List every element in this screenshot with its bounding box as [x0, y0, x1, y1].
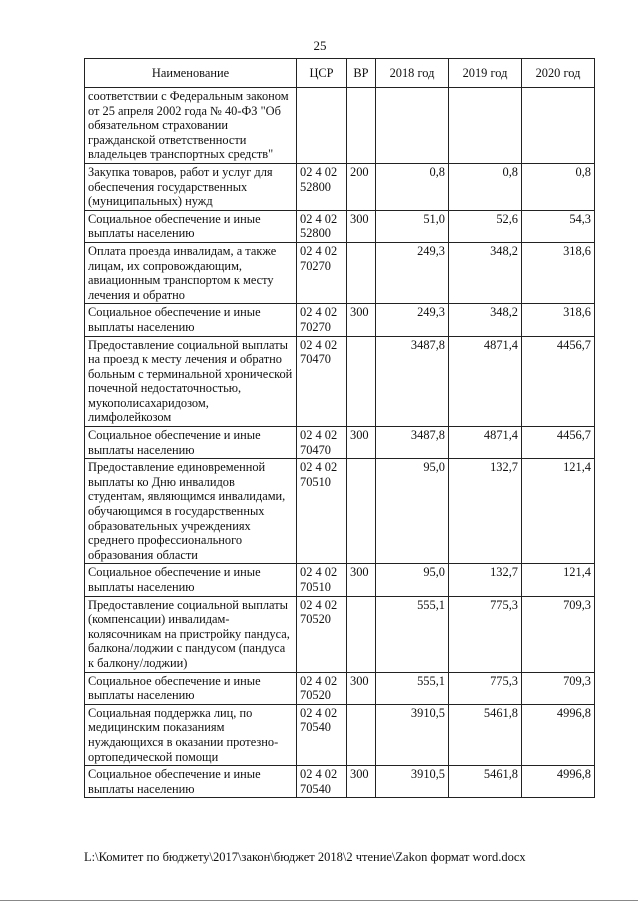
- row-csr: 02 4 02 70540: [297, 766, 347, 798]
- row-2018: 3910,5: [376, 766, 449, 798]
- header-2020: 2020 год: [522, 59, 595, 88]
- header-csr: ЦСР: [297, 59, 347, 88]
- table-row: [85, 210, 595, 242]
- row-name: Оплата проезда инвалидам, а также лицам, их сопровождающим, авиационным транспортом к месту лечения и обратно: [85, 242, 297, 303]
- row-2020: 4456,7: [522, 427, 595, 459]
- table-row: [85, 88, 595, 164]
- row-csr: 02 4 02 70470: [297, 427, 347, 459]
- row-csr: 02 4 02 70270: [297, 304, 347, 336]
- row-name: Социальное обеспечение и иные выплаты населению: [85, 427, 297, 459]
- row-2020: 54,3: [522, 210, 595, 242]
- row-2019: 5461,8: [449, 766, 522, 798]
- row-2019: 5461,8: [449, 704, 522, 765]
- row-csr: [297, 88, 347, 164]
- row-name: Закупка товаров, работ и услуг для обеспечения государственных (муниципальных) нужд: [85, 163, 297, 210]
- row-vr: [347, 336, 376, 427]
- row-2018: 3487,8: [376, 336, 449, 427]
- row-2019: 0,8: [449, 163, 522, 210]
- table-row: [85, 427, 595, 459]
- row-csr: 02 4 02 70520: [297, 596, 347, 672]
- row-2018: 555,1: [376, 596, 449, 672]
- row-2020: 318,6: [522, 304, 595, 336]
- row-2018: 555,1: [376, 672, 449, 704]
- row-2020: 4996,8: [522, 766, 595, 798]
- header-name: Наименование: [85, 59, 297, 88]
- row-2020: 121,4: [522, 564, 595, 596]
- table-row: [85, 459, 595, 564]
- row-2018: 51,0: [376, 210, 449, 242]
- row-2018: [376, 88, 449, 164]
- table-row: [85, 304, 595, 336]
- row-name: Предоставление социальной выплаты на проезд к месту лечения и обратно больным с терминальной хронической почечной недостаточностью, мукополисахаридозом, лимфолейкозом: [85, 336, 297, 427]
- row-2018: 3910,5: [376, 704, 449, 765]
- header-2018: 2018 год: [376, 59, 449, 88]
- table-row: [85, 336, 595, 427]
- row-vr: [347, 242, 376, 303]
- table-row: [85, 596, 595, 672]
- table-row: [85, 672, 595, 704]
- row-2019: 132,7: [449, 459, 522, 564]
- row-2020: 0,8: [522, 163, 595, 210]
- row-name: соответствии с Федеральным законом от 25 апреля 2002 года № 40-ФЗ "Об обязательном страховании гражданской ответственности владельцев транспортных средств": [85, 88, 297, 164]
- row-vr: [347, 596, 376, 672]
- row-2019: [449, 88, 522, 164]
- file-path-footer: L:\Комитет по бюджету\2017\закон\бюджет 2018\2 чтение\Zakon формат word.docx: [84, 850, 604, 865]
- row-2019: 52,6: [449, 210, 522, 242]
- row-csr: 02 4 02 70510: [297, 564, 347, 596]
- row-csr: 02 4 02 70270: [297, 242, 347, 303]
- row-2019: 4871,4: [449, 336, 522, 427]
- row-vr: 300: [347, 210, 376, 242]
- row-name: Социальное обеспечение и иные выплаты населению: [85, 304, 297, 336]
- row-name: Социальное обеспечение и иные выплаты населению: [85, 564, 297, 596]
- row-2019: 132,7: [449, 564, 522, 596]
- row-vr: 200: [347, 163, 376, 210]
- row-2020: 121,4: [522, 459, 595, 564]
- table-row: [85, 564, 595, 596]
- row-2018: 249,3: [376, 242, 449, 303]
- row-vr: [347, 704, 376, 765]
- row-2020: 318,6: [522, 242, 595, 303]
- row-vr: 300: [347, 766, 376, 798]
- page-number: 25: [313, 38, 327, 53]
- row-2020: 4456,7: [522, 336, 595, 427]
- header-2019: 2019 год: [449, 59, 522, 88]
- row-2018: 0,8: [376, 163, 449, 210]
- budget-table: [84, 58, 595, 798]
- row-name: Предоставление социальной выплаты (компенсации) инвалидам-колясочникам на пристройку пандуса, балкона/лоджии с пандусом (пандуса к балкону/лоджии): [85, 596, 297, 672]
- row-csr: 02 4 02 70470: [297, 336, 347, 427]
- row-vr: [347, 459, 376, 564]
- row-name: Предоставление единовременной выплаты ко Дню инвалидов студентам, являющимся инвалидами, обучающимся в государственных образовательных учреждениях среднего профессионального образования области: [85, 459, 297, 564]
- row-2019: 4871,4: [449, 427, 522, 459]
- row-csr: 02 4 02 52800: [297, 210, 347, 242]
- row-2019: 348,2: [449, 304, 522, 336]
- row-2020: 4996,8: [522, 704, 595, 765]
- row-csr: 02 4 02 70540: [297, 704, 347, 765]
- row-2018: 249,3: [376, 304, 449, 336]
- table-header-row: [85, 59, 595, 88]
- row-2019: 348,2: [449, 242, 522, 303]
- row-csr: 02 4 02 52800: [297, 163, 347, 210]
- row-csr: 02 4 02 70510: [297, 459, 347, 564]
- row-2018: 3487,8: [376, 427, 449, 459]
- row-2019: 775,3: [449, 672, 522, 704]
- row-vr: 300: [347, 304, 376, 336]
- row-name: Социальное обеспечение и иные выплаты населению: [85, 766, 297, 798]
- row-name: Социальное обеспечение и иные выплаты населению: [85, 672, 297, 704]
- row-vr: [347, 88, 376, 164]
- row-2020: 709,3: [522, 672, 595, 704]
- row-2018: 95,0: [376, 564, 449, 596]
- table-row: [85, 163, 595, 210]
- row-vr: 300: [347, 564, 376, 596]
- row-2020: [522, 88, 595, 164]
- row-name: Социальное обеспечение и иные выплаты населению: [85, 210, 297, 242]
- row-vr: 300: [347, 427, 376, 459]
- row-vr: 300: [347, 672, 376, 704]
- row-csr: 02 4 02 70520: [297, 672, 347, 704]
- row-2018: 95,0: [376, 459, 449, 564]
- table-row: [85, 242, 595, 303]
- row-2019: 775,3: [449, 596, 522, 672]
- row-name: Социальная поддержка лиц, по медицинским показаниям нуждающихся в оказании протезно-ортопедической помощи: [85, 704, 297, 765]
- row-2020: 709,3: [522, 596, 595, 672]
- table-row: [85, 766, 595, 798]
- table-row: [85, 704, 595, 765]
- header-vr: ВР: [347, 59, 376, 88]
